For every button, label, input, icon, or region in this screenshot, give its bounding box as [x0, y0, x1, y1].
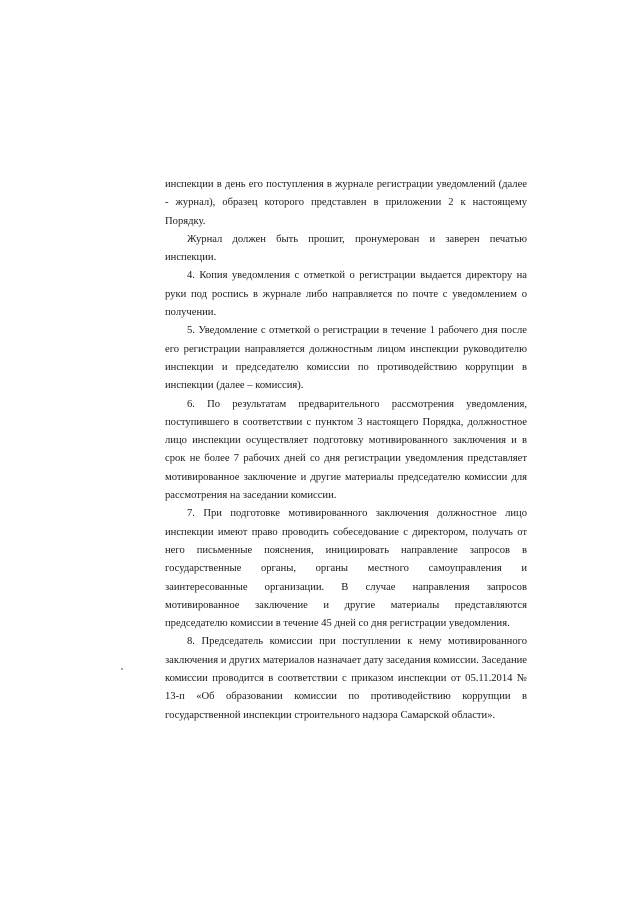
paragraph-continuation: инспекции в день его поступления в журнале регистрации уведомлений (далее - журнал), образец которого представлен в приложении 2 к настоящему Порядку.: [165, 179, 527, 227]
paragraph-5: 5. Уведомление с отметкой о регистрации в течение 1 рабочего дня после его регистрации направляется должностным лицом инспекции руководителю инспекции и председателю комиссии по противодействию коррупции в инспекции (далее – комиссия).: [165, 325, 527, 392]
paragraph-4: 4. Копия уведомления с отметкой о регистрации выдается директору на руки под роспись в журнале либо направляется по почте с уведомлением о получении.: [165, 270, 527, 319]
paragraph-7: 7. При подготовке мотивированного заключения должностное лицо инспекции имеют право проводить собеседование с директором, получать от него письменные пояснения, инициировать направление запросов в государственные органы, органы местного самоуправления и заинтересованные организации. В случае направления запросов мотивированное заключение и другие материалы представляются председателю комиссии в течение 45 дней со дня регистрации уведомления.: [165, 508, 527, 630]
document-body: [165, 176, 527, 725]
paragraph-journal: Журнал должен быть прошит, пронумерован и заверен печатью инспекции.: [165, 233, 527, 264]
scan-speck: [121, 668, 123, 670]
paragraph-8: 8. Председатель комиссии при поступлении к нему мотивированного заключения и других материалов назначает дату заседания комиссии. Заседание комиссии проводится в соответствии с приказом инспекции от 05.11.2014 № 13-п «Об образовании комиссии по противодействию коррупции в государственной инспекции строительного надзора Самарской области».: [165, 636, 527, 721]
paragraph-6: 6. По результатам предварительного рассмотрения уведомления, поступившего в соответствии с пунктом 3 настоящего Порядка, должностное лицо инспекции осуществляет подготовку мотивированного заключения и в срок не более 7 рабочих дней со дня регистрации уведомления представляет мотивированное заключение и другие материалы председателю комиссии для рассмотрения на заседании комиссии.: [165, 398, 527, 502]
